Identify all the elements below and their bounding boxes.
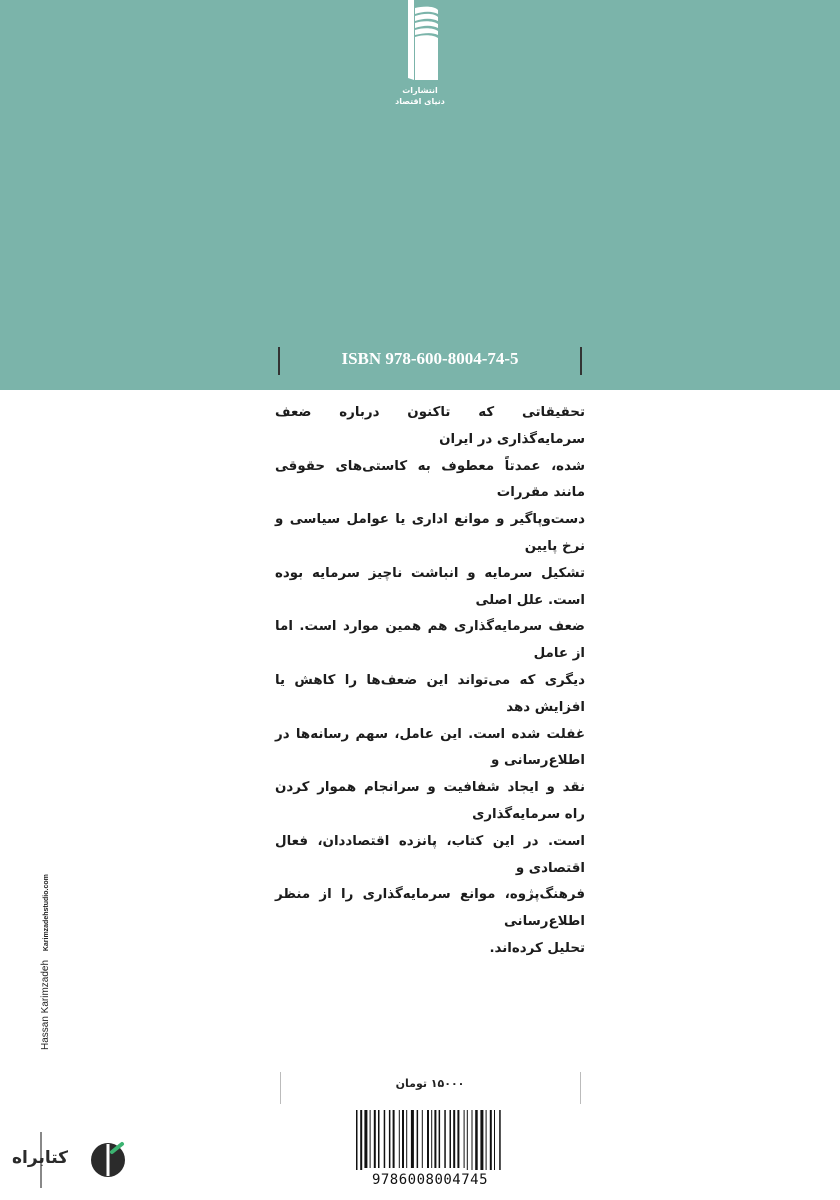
barcode-bar <box>356 1110 358 1170</box>
barcode-bars-icon <box>352 1108 508 1170</box>
barcode-bar <box>389 1110 391 1168</box>
publisher-name-line1: انتشارات <box>402 86 438 95</box>
barcode-bar <box>439 1110 441 1168</box>
barcode-bar <box>480 1110 483 1170</box>
barcode-bar <box>490 1110 492 1170</box>
barcode-bar <box>457 1110 459 1168</box>
blurb-line: دیگری که می‌تواند این ضعف‌ها را کاهش یا افزایش دهد <box>275 672 585 715</box>
barcode-bar <box>406 1110 407 1168</box>
designer-name: Hassan Karimzadeh <box>40 959 51 1050</box>
barcode-bar <box>467 1110 468 1170</box>
barcode-bar <box>402 1110 404 1168</box>
barcode-bar <box>411 1110 414 1168</box>
barcode-bar <box>444 1110 446 1168</box>
barcode-bar <box>431 1110 432 1168</box>
blurb-line: تشکیل سرمایه و انباشت ناچیز سرمایه بوده است. علل اصلی <box>275 565 585 608</box>
barcode-bar <box>453 1110 455 1168</box>
barcode-digits: 9786008004745 <box>371 1172 489 1188</box>
blurb-line: نقد و ایجاد شفافیت و سرانجام هموار کردن راه سرمایه‌گذاری <box>275 780 585 822</box>
blurb-line: ضعف سرمایه‌گذاری هم همین موارد است. اما از عامل <box>275 619 585 662</box>
blurb-line: غفلت شده است. این عامل، سهم رسانه‌ها در اطلاع‌رسانی و <box>275 726 585 769</box>
barcode-bar <box>384 1110 386 1168</box>
barcode-bar <box>374 1110 376 1168</box>
barcode-bar <box>417 1110 419 1168</box>
isbn-right-rule <box>580 347 582 375</box>
barcode-bar <box>422 1110 423 1168</box>
blurb-line: تحقیقاتی که تاکنون درباره ضعف سرمایه‌گذاری در ایران <box>275 405 585 447</box>
barcode-bar <box>499 1110 501 1170</box>
isbn-barcode <box>352 1108 508 1194</box>
barcode-bar <box>472 1110 473 1170</box>
barcode-bar <box>393 1110 395 1168</box>
designer-credit <box>40 874 51 1050</box>
barcode-bar <box>464 1110 465 1168</box>
barcode-bar <box>370 1110 371 1168</box>
designer-url: Karimzadehstudio.com <box>43 874 50 952</box>
barcode-bar <box>434 1110 436 1168</box>
price-label: ۱۵۰۰۰ تومان <box>395 1077 465 1090</box>
publisher-name-line2: دنیای اقتصاد <box>395 97 445 106</box>
barcode-bar <box>475 1110 478 1170</box>
price-right-rule <box>580 1072 581 1104</box>
back-cover-blurb <box>275 400 585 963</box>
blurb-line: شده، عمدتاً معطوف به کاستی‌های حقوقی مانند مقررات <box>275 458 585 501</box>
isbn-text: ISBN 978-600-8004-74-5 <box>341 349 519 368</box>
barcode-bar <box>360 1110 362 1170</box>
barcode-bar <box>486 1110 487 1170</box>
barcode-bar <box>494 1110 495 1170</box>
barcode-bar <box>450 1110 452 1168</box>
blurb-line: تحلیل کرده‌اند. <box>489 940 585 956</box>
blurb-line: دست‌وپاگیر و موانع اداری یا عوامل سیاسی و نرخ پایین <box>275 512 585 554</box>
blurb-line: فرهنگ‌پژوه، موانع سرمایه‌گذاری را از منظر اطلاع‌رسانی <box>275 887 585 930</box>
price-left-rule <box>280 1072 281 1104</box>
barcode-bar <box>399 1110 400 1168</box>
ketabrah-watermark: کتابراه <box>12 1148 69 1168</box>
barcode-bar <box>427 1110 429 1168</box>
isbn-left-rule <box>278 347 280 375</box>
barcode-bar <box>364 1110 367 1168</box>
blurb-line: است. در این کتاب، پانزده اقتصاددان، فعال اقتصادی و <box>275 833 585 876</box>
barcode-bar <box>378 1110 380 1168</box>
